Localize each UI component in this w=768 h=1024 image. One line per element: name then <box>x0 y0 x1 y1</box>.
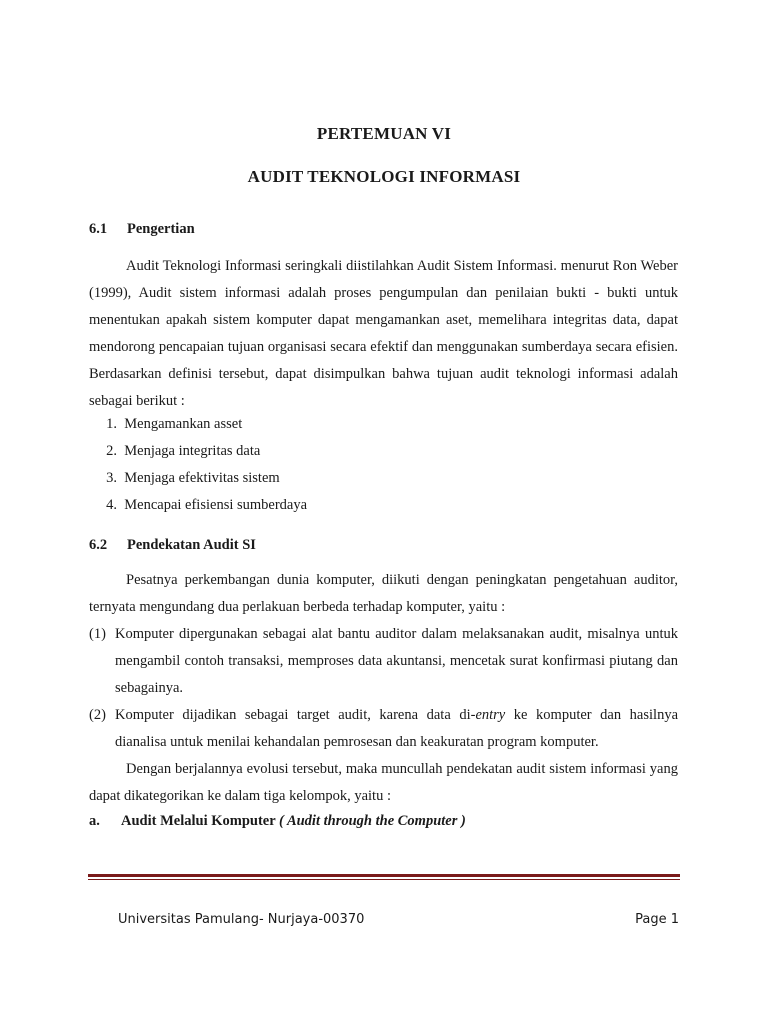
paragraph-pendekatan: Pesatnya perkembangan dunia komputer, diikuti dengan peningkatan pengetahuan auditor, ternyata mengundang dua perlakuan berbeda terhadap komputer, yaitu : <box>89 572 678 615</box>
list-item <box>89 438 307 465</box>
list-number: 4. <box>106 497 117 513</box>
subsection-heading-a <box>89 811 466 831</box>
subsection-title: Audit Melalui Komputer <box>121 813 276 829</box>
document-title: PERTEMUAN VI <box>316 124 452 143</box>
objectives-list <box>89 411 307 519</box>
list-text: Menjaga efektivitas sistem <box>124 470 280 486</box>
section-title: Pendekatan Audit SI <box>127 537 256 553</box>
numbered-item-2 <box>89 702 678 756</box>
footer-rule-thin <box>88 879 680 880</box>
document-subtitle: AUDIT TEKNOLOGI INFORMASI <box>247 167 521 186</box>
item-text-italic: entry <box>475 707 506 723</box>
subsection-marker: a. <box>89 813 100 829</box>
item-text-part-b: ke komputer dan hasilnya dianalisa untuk menilai kehandalan pemrosesan dan keakuratan program komputer. <box>115 707 678 750</box>
item-marker: (2) <box>89 707 106 723</box>
section-heading-6-2 <box>89 537 256 554</box>
paragraph-pengertian: Audit Teknologi Informasi seringkali diistilahkan Audit Sistem Informasi. menurut Ron Weber (1999), Audit sistem informasi adalah proses pengumpulan dan penilaian bukti - bukti untuk menentukan apakah sistem komputer dapat mengamankan aset, memelihara integritas data, dapat mendorong pencapaian tujuan organisasi secara efektif dan menggunakan sumberdaya secara efisien. Berdasarkan definisi tersebut, dapat disimpulkan bahwa tujuan audit teknologi informasi adalah sebagai berikut : <box>89 258 678 409</box>
list-text: Mengamankan asset <box>124 416 243 432</box>
section-title: Pengertian <box>127 221 195 237</box>
paragraph-evolusi: Dengan berjalannya evolusi tersebut, maka muncullah pendekatan audit sistem informasi yang dapat dikategorikan ke dalam tiga kelompok, yaitu : <box>89 761 678 804</box>
list-text: Menjaga integritas data <box>124 443 261 459</box>
item-text-part-a: Komputer dijadikan sebagai target audit, karena data di- <box>115 707 476 723</box>
page-number: Page 1 <box>635 912 679 927</box>
section-number: 6.1 <box>89 221 108 237</box>
list-item <box>89 492 307 519</box>
subsection-title-italic: ( Audit through the Computer ) <box>279 813 466 829</box>
list-number: 2. <box>106 443 117 459</box>
list-item <box>89 411 307 438</box>
list-number: 1. <box>106 416 117 432</box>
list-text: Mencapai efisiensi sumberdaya <box>124 497 308 513</box>
item-text: Komputer dipergunakan sebagai alat bantu auditor dalam melaksanakan audit, misalnya untuk mengambil contoh transaksi, memproses data akuntansi, mencetak surat konfirmasi piutang dan sebagainya. <box>115 626 678 696</box>
section-number: 6.2 <box>89 537 108 553</box>
footer-rule-thick <box>88 874 680 877</box>
list-item <box>89 465 307 492</box>
footer-author: Universitas Pamulang- Nurjaya-00370 <box>118 912 365 927</box>
list-number: 3. <box>106 470 117 486</box>
item-marker: (1) <box>89 626 106 642</box>
section-heading-6-1 <box>89 221 195 238</box>
numbered-item-1 <box>89 621 678 702</box>
